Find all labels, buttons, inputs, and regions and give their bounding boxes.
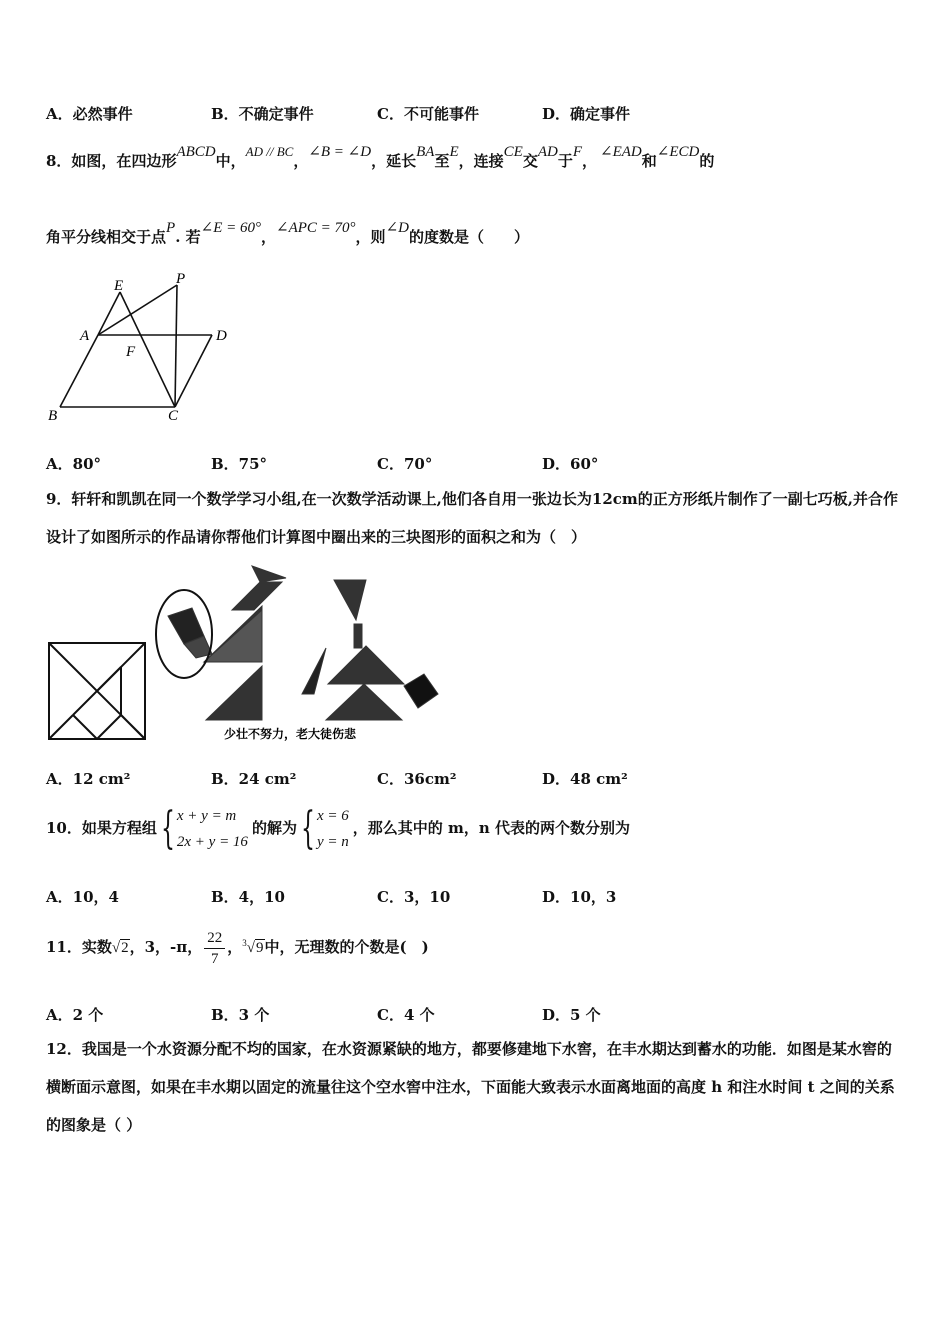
q8-text: ，	[582, 152, 598, 170]
label-f: F	[126, 344, 136, 360]
tangram-square	[49, 643, 145, 739]
q8-math: ∠D	[385, 220, 409, 236]
q9-option-d[interactable]: D．48 cm²	[542, 770, 628, 788]
q8-math: P	[166, 220, 176, 236]
q8-option-a[interactable]: A．80°	[46, 455, 102, 473]
q10-option-c[interactable]: C．3，10	[377, 888, 451, 906]
q7-option-c[interactable]: C．不可能事件	[377, 105, 479, 123]
q11-text: 11．实数	[46, 938, 112, 956]
q8-line-1	[46, 144, 904, 171]
q11-option-d[interactable]: D．5 个	[542, 1006, 601, 1024]
brace-icon: {	[300, 803, 315, 854]
q11-text: ，3，-π，	[129, 938, 203, 956]
q8-text: ，则	[355, 228, 386, 246]
numerator: 22	[204, 928, 225, 949]
label-c: C	[168, 408, 179, 424]
q8-text: ，	[261, 228, 277, 246]
q8-option-c[interactable]: C．70°	[377, 455, 433, 473]
q8-text: 8．如图，在四边形	[46, 152, 177, 170]
q8-text: 交	[522, 152, 538, 170]
q8-text: 和	[641, 152, 657, 170]
q8-text: 的度数是（ ）	[408, 228, 529, 246]
q8-option-d[interactable]: D．60°	[542, 455, 599, 473]
q10-option-b[interactable]: B．4，10	[211, 888, 285, 906]
fraction-22-7	[204, 928, 225, 969]
radicand: 9	[256, 940, 264, 956]
label-d: D	[216, 328, 227, 344]
q11-text: 中，无理数的个数是( )	[264, 938, 429, 956]
sqrt-2: √2	[111, 940, 129, 956]
q8-math: ABCD	[176, 144, 216, 160]
q10-option-a[interactable]: A．10，4	[46, 888, 119, 906]
denominator: 7	[211, 950, 219, 967]
q8-text: . 若	[175, 228, 201, 246]
q9-tangram-figure	[44, 558, 444, 748]
label-e: E	[114, 278, 124, 294]
q8-text: 至	[434, 152, 450, 170]
q8-text: ，连接	[458, 152, 504, 170]
q8-text: ，	[293, 152, 309, 170]
q7-option-d[interactable]: D．确定事件	[542, 105, 631, 123]
equation: 2x + y = 16	[176, 834, 248, 850]
q11-question	[46, 918, 904, 968]
q8-math: ∠EAD	[600, 144, 642, 160]
q11-text: ，	[227, 938, 243, 956]
q11-option-b[interactable]: B．3 个	[211, 1006, 270, 1024]
q12-question: 12．我国是一个水资源分配不均的国家，在水资源紧缺的地方，都要修建地下水窖，在丰水期达到蓄水的功能．如图是某水窖的横断面示意图，如果在丰水期以固定的流量往这个空水窖中注水，下面能大致表示水面离地面的高度 h 和注水时间 t 之间的关系的图象是（ ）	[46, 1040, 895, 1134]
tangram-caption: 少壮不努力，老大徒伤悲	[224, 727, 357, 741]
radicand: 2	[121, 940, 129, 956]
q8-text: 中，	[215, 152, 246, 170]
q8-line-2	[46, 220, 904, 247]
q9-option-c[interactable]: C．36cm²	[377, 770, 457, 788]
q10-system-2	[301, 803, 349, 855]
q9-option-b[interactable]: B．24 cm²	[211, 770, 297, 788]
q11-option-c[interactable]: C．4 个	[377, 1006, 435, 1024]
q9-question: 9．轩轩和凯凯在同一个数学学习小组,在一次数学活动课上,他们各自用一张边长为12cm的正方形纸片制作了一副七巧板,并合作设计了如图所示的作品请你帮他们计算图中圈出来的三块图形的面积之和为（ ）	[46, 490, 898, 546]
q8-text: 的	[699, 152, 715, 170]
equation: y = n	[316, 834, 349, 850]
q10-option-d[interactable]: D．10，3	[542, 888, 617, 906]
q8-math: ∠B = ∠D	[308, 144, 372, 160]
q10-text: 的解为	[251, 819, 297, 837]
tangram-person-2	[302, 580, 438, 720]
q8-math: AD	[537, 144, 558, 160]
q8-math: ∠ECD	[656, 144, 700, 160]
q10-question	[46, 800, 904, 856]
q11-option-a[interactable]: A．2 个	[46, 1006, 104, 1024]
q8-option-b[interactable]: B．75°	[211, 455, 268, 473]
q10-text: 10．如果方程组	[46, 819, 157, 837]
root-index: 3	[242, 938, 247, 948]
q7-option-a[interactable]: A．必然事件	[46, 105, 133, 123]
q8-text: ，延长	[371, 152, 417, 170]
q8-math: F	[572, 144, 583, 160]
label-b: B	[48, 408, 58, 424]
q8-math: BA	[416, 144, 435, 160]
label-a: A	[80, 328, 90, 344]
q9-option-a[interactable]: A．12 cm²	[46, 770, 131, 788]
brace-icon: {	[160, 803, 175, 854]
equation: x = 6	[316, 808, 349, 824]
q7-option-b[interactable]: B．不确定事件	[211, 105, 314, 123]
q10-system-1	[161, 803, 248, 855]
cbrt-9: $^3$√9	[242, 938, 264, 956]
q8-math: ∠E = 60°	[200, 220, 261, 236]
q8-math: AD // BC	[245, 144, 294, 159]
q8-text: 角平分线相交于点	[46, 228, 167, 246]
q8-math: ∠APC = 70°	[276, 220, 356, 236]
equation: x + y = m	[176, 808, 237, 824]
q8-math: E	[449, 144, 459, 160]
q8-math: CE	[503, 144, 523, 160]
q10-text: ，那么其中的 m，n 代表的两个数分别为	[352, 819, 630, 837]
q8-geometry-figure	[40, 270, 250, 430]
label-p: P	[176, 271, 186, 287]
q8-text: 于	[557, 152, 573, 170]
